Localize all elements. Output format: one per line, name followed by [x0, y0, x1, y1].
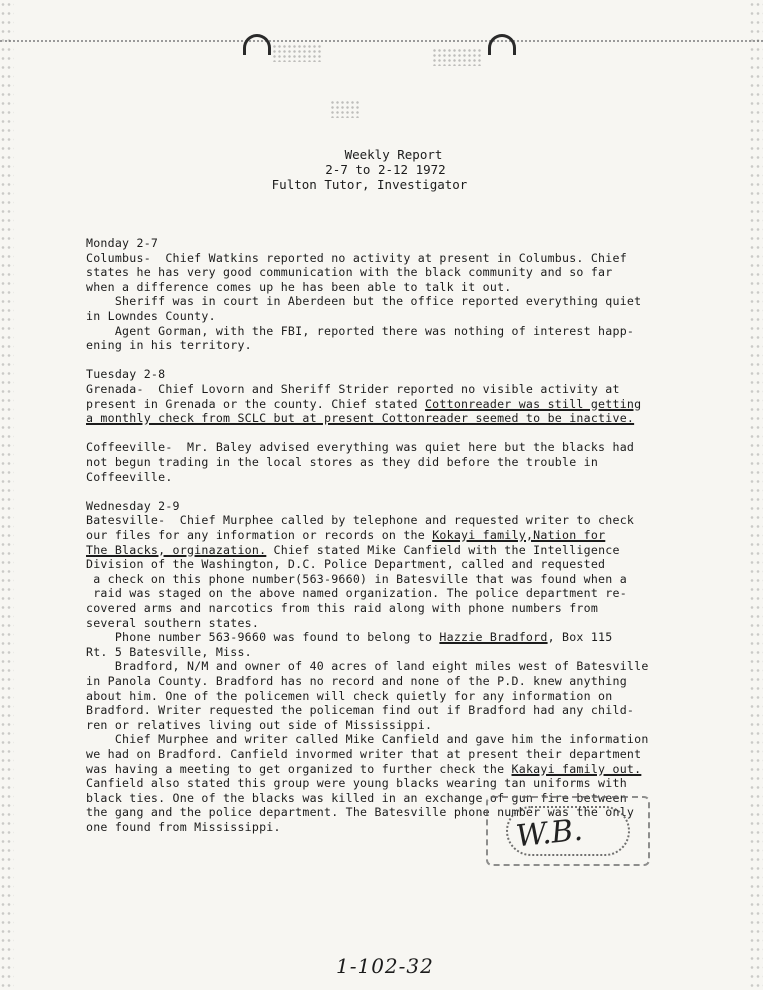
- body-line: a check on this phone number(563-9660) in Batesville that was found when a: [86, 571, 627, 586]
- report-author: Fulton Tutor, Investigator: [271, 177, 468, 192]
- body-line: the gang and the police department. The Batesville phone number was the only: [86, 805, 635, 820]
- scan-noise: [432, 48, 482, 66]
- scan-noise: [272, 44, 322, 62]
- body-line: ren or relatives living out side of Mississippi.: [86, 717, 433, 732]
- body-line: present in Grenada or the county. Chief stated Cottonreader was still getting: [86, 396, 642, 411]
- underlined-phrase: a monthly check from SCLC but at present Cottonreader seemed to be inactive.: [86, 411, 635, 426]
- report-title: Weekly Report: [344, 147, 443, 162]
- body-line: Wednesday 2-9: [86, 498, 180, 513]
- punch-hole-left: [243, 34, 271, 55]
- body-line: we had on Bradford. Canfield invormed writer that at present their department: [86, 747, 642, 761]
- underlined-phrase: The Blacks, orginazation.: [86, 542, 267, 557]
- body-line: black ties. One of the blacks was killed in an exchange of gun fire between: [86, 790, 627, 805]
- body-line: Grenada- Chief Lovorn and Sheriff Strider reported no visible activity at: [86, 382, 620, 396]
- body-line: Coffeeville- Mr. Baley advised everything was quiet here but the blacks had: [86, 440, 635, 455]
- body-line: our files for any information or records on the Kokayi family,Nation for: [86, 528, 606, 542]
- body-line: The Blacks, orginazation. Chief stated Mike Canfield with the Intelligence: [86, 542, 620, 557]
- body-line: Agent Gorman, with the FBI, reported there was nothing of interest happ-: [86, 323, 635, 338]
- perforation-line: [0, 40, 763, 42]
- body-line: Columbus- Chief Watkins reported no activity at present in Columbus. Chief: [86, 250, 627, 265]
- body-line: in Lowndes County.: [86, 309, 216, 323]
- body-line: when a difference comes up he has been able to talk it out.: [86, 279, 512, 294]
- body-line: one found from Mississippi.: [86, 820, 281, 834]
- body-line: Bradford. Writer requested the policeman find out if Bradford had any child-: [86, 703, 635, 718]
- body-line: Canfield also stated this group were young blacks wearing tan uniforms with: [86, 776, 627, 791]
- body-line: several southern states.: [86, 615, 260, 630]
- body-line: ening in his territory.: [86, 338, 252, 353]
- punch-hole-right: [488, 34, 516, 55]
- underlined-phrase: Kokayi family,Nation for: [432, 528, 606, 542]
- body-line: states he has very good communication with the black community and so far: [86, 265, 613, 280]
- body-line: Division of the Washington, D.C. Police Department, called and requested: [86, 557, 606, 572]
- report-date-range: 2-7 to 2-12 1972: [325, 162, 446, 177]
- body-line: Phone number 563-9660 was found to belong to Hazzie Bradford, Box 115: [86, 630, 613, 645]
- document-page-number: 1-102-32: [336, 954, 434, 978]
- body-line: raid was staged on the above named organization. The police department re-: [86, 586, 627, 601]
- underlined-phrase: Kakayi family out.: [511, 761, 642, 776]
- scan-noise: [330, 100, 360, 118]
- body-line: Monday 2-7: [86, 236, 159, 250]
- underlined-phrase: Hazzie Bradford: [439, 630, 548, 645]
- body-line: in Panola County. Bradford has no record and none of the P.D. knew anything: [86, 674, 627, 688]
- body-line: Tuesday 2-8: [86, 367, 166, 382]
- body-line: Coffeeville.: [86, 469, 173, 484]
- body-line: not begun trading in the local stores as they did before the trouble in: [86, 455, 599, 469]
- handwritten-initials: W.B.: [514, 812, 585, 855]
- body-line: [86, 411, 634, 425]
- body-line: Chief Murphee and writer called Mike Canfield and gave him the information: [86, 732, 649, 747]
- body-line: was having a meeting to get organized to further check the Kakayi family out.: [86, 761, 642, 776]
- body-line: Rt. 5 Batesville, Miss.: [86, 644, 252, 659]
- body-line: covered arms and narcotics from this raid along with phone numbers from: [86, 601, 599, 615]
- underlined-phrase: Cottonreader was still getting: [424, 396, 642, 411]
- body-line: Bradford, N/M and owner of 40 acres of land eight miles west of Batesville: [86, 659, 649, 674]
- body-line: Sheriff was in court in Aberdeen but the office reported everything quiet: [86, 294, 642, 309]
- body-line: about him. One of the policemen will check quietly for any information on: [86, 688, 613, 703]
- body-line: Batesville- Chief Murphee called by telephone and requested writer to check: [86, 513, 635, 528]
